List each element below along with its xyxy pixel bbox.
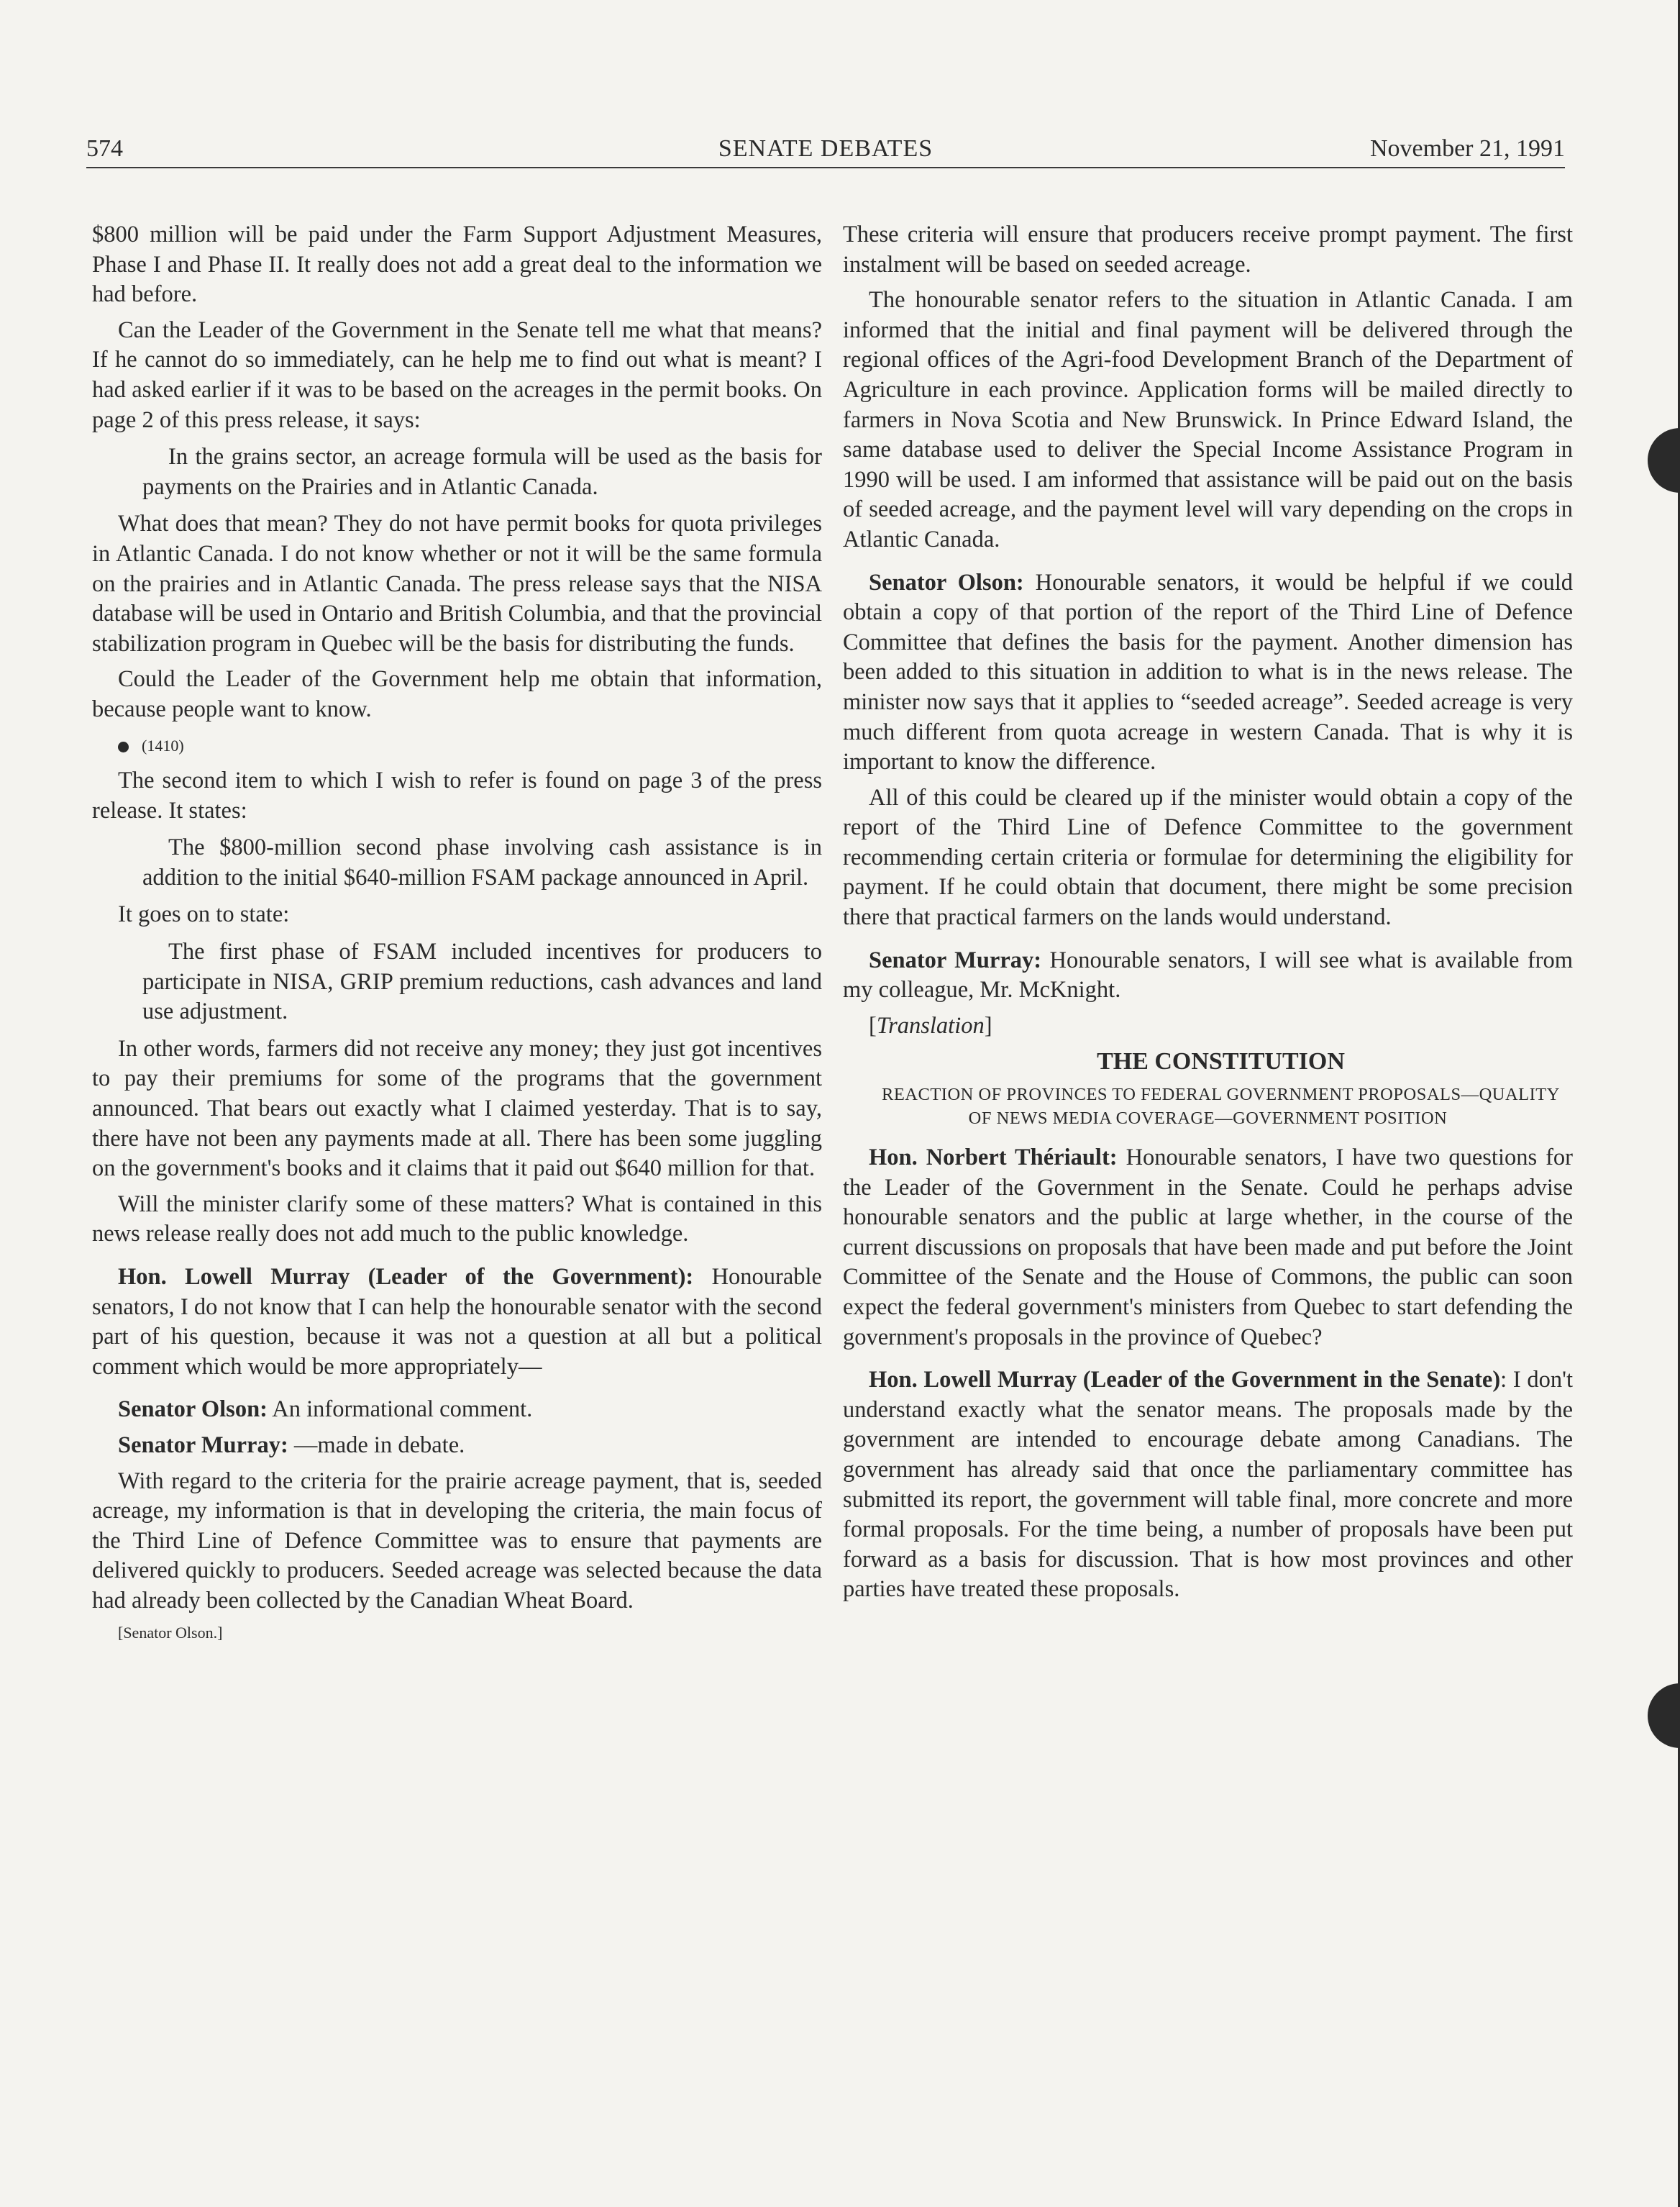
speaker-name: Senator Olson: <box>869 569 1024 596</box>
paragraph: Can the Leader of the Government in the Senate tell me what that means? If he cannot do so immediately, can he help me to find out what is meant? I had asked earlier if it was to be based on the acreages in the permit books. On page 2 of this press release, it says: <box>92 317 822 433</box>
paragraph: With regard to the criteria for the prairie acreage payment, that is, seeded acreage, my information is that in developing the criteria, the main focus of the Third Line of Defence Committee was to ensure that payments are delivered quickly to producers. Seeded acreage was selected because the data had already been collected by the Canadian Wheat Board. <box>92 1467 822 1614</box>
speaker-role: (Leader of the Government in the Senate) <box>1082 1367 1501 1393</box>
speaker-name: Hon. Lowell Murray (Leader of the Government): <box>118 1264 694 1290</box>
speech-text: —made in debate. <box>288 1432 465 1458</box>
translation-label: Translation <box>876 1012 985 1039</box>
left-column <box>92 220 822 1649</box>
speech <box>843 1143 1573 1352</box>
paragraph: It goes on to state: <box>118 901 290 928</box>
speaker-name: Senator Murray: <box>118 1432 288 1458</box>
binder-hole-top <box>1648 428 1680 493</box>
speaker-name: Senator Olson: <box>118 1396 268 1423</box>
speaker-name: Hon. Norbert Thériault: <box>869 1145 1118 1171</box>
time-marker-label: (1410) <box>142 736 184 755</box>
speech <box>843 1365 1573 1605</box>
speech-text: Honourable senators, I will see what is available from my colleague, Mr. McKnight. <box>843 947 1573 1004</box>
paragraph: The honourable senator refers to the situation in Atlantic Canada. I am informed that the initial and final payment will be delivered through the regional offices of the Agri-food Development Branch of the Department of Agriculture in each province. Application forms will be mailed directly to farmers in Nova Scotia and New Brunswick. In Prince Edward Island, the same database used to deliver the Special Income Assistance Program in 1990 will be used. I am informed that assistance will be paid out on the basis of seeded acreage, and the payment level will vary depending on the crops in Atlantic Canada. <box>843 287 1573 552</box>
paragraph: The second item to which I wish to refer is found on page 3 of the press release. It states: <box>92 768 822 824</box>
paragraph: Will the minister clarify some of these matters? What is contained in this news release really does not add much to the public knowledge. <box>92 1191 822 1247</box>
bullet-icon <box>118 742 129 752</box>
speech-text: An informational comment. <box>267 1396 533 1423</box>
page-number: 574 <box>86 135 123 162</box>
binder-hole-bottom <box>1648 1683 1680 1748</box>
block-quote: The first phase of FSAM included incentives for producers to participate in NISA, GRIP premium reductions, cash advances and land use adjustment. <box>142 939 822 1025</box>
speech <box>92 1395 822 1425</box>
time-marker <box>92 731 822 761</box>
paragraph: In other words, farmers did not receive any money; they just got incentives to pay their premiums for some of the programs that the government announced. That bears out exactly what I claimed yesterday. That is to say, there have not been any payments made at all. There has been some juggling on the government's books and it claims that it paid out $640 million for that. <box>92 1035 822 1182</box>
page-header <box>86 129 1565 168</box>
speech <box>92 1262 822 1382</box>
speech <box>843 568 1573 778</box>
paragraph: What does that mean? They do not have permit books for quota privileges in Atlantic Canada. I do not know whether or not it will be the same formula on the prairies and in Atlantic Canada. The press release says that the NISA database will be used in Ontario and British Columbia, and that the provincial stabilization program in Quebec will be the basis for distributing the funds. <box>92 511 822 657</box>
publication-title: SENATE DEBATES <box>718 135 933 162</box>
speech-text: Honourable senators, I do not know that I can help the honourable senator with the second part of his question, because it was not a question at all but a political comment which would be more appropriately— <box>92 1264 822 1380</box>
publication-date: November 21, 1991 <box>1369 135 1565 162</box>
section-subheading: REACTION OF PROVINCES TO FEDERAL GOVERNMENT PROPOSALS—QUALITY OF NEWS MEDIA COVERAGE—GOVERNMENT POSITION <box>882 1085 1560 1129</box>
paragraph: $800 million will be paid under the Farm Support Adjustment Measures, Phase I and Phase II. It really does not add a great deal to the information we had before. <box>92 222 822 308</box>
speech-text: Honourable senators, I have two questions for the Leader of the Government in the Senate. Could he perhaps advise honourable senators and the public at large whether, in the course of the current discussions on proposals that have been made and put before the Joint Committee of the Senate and the House of Commons, the public can soon expect the federal government's ministers from Quebec to start defending the government's proposals in the province of Quebec? <box>843 1145 1573 1350</box>
paragraph: These criteria will ensure that producers receive prompt payment. The first instalment will be based on seeded acreage. <box>843 222 1573 278</box>
speaker-name: Hon. Lowell Murray <box>869 1367 1077 1393</box>
translation-note: [Translation] <box>869 1012 992 1039</box>
footnote: [Senator Olson.] <box>118 1623 223 1642</box>
speech <box>843 946 1573 1006</box>
speech-text: Honourable senators, it would be helpful if we could obtain a copy of that portion of the report of the Third Line of Defence Committee that defines the basis for the payment. Another dimension has been added to this situation in addition to what is in the news release. The minister now says that it applies to “seeded acreage”. Seeded acreage is very much different from quota acreage in western Canada. That is why it is important to know the difference. <box>843 569 1574 775</box>
block-quote: In the grains sector, an acreage formula will be used as the basis for payments on the Prairies and in Atlantic Canada. <box>142 444 822 500</box>
section-heading: THE CONSTITUTION <box>1097 1048 1345 1075</box>
paragraph: Could the Leader of the Government help me obtain that information, because people want to know. <box>92 666 822 722</box>
speaker-name: Senator Murray: <box>869 947 1042 973</box>
right-column <box>843 220 1573 1611</box>
paragraph: All of this could be cleared up if the minister would obtain a copy of the report of the Third Line of Defence Committee to the government recommending certain criteria or formulae for determining the eligibility for payment. If he could obtain that document, there might be some precision there that practical farmers on the lands would understand. <box>843 784 1573 931</box>
speech <box>92 1431 822 1461</box>
block-quote: The $800-million second phase involving cash assistance is in addition to the initial $640-million FSAM package announced in April. <box>142 834 822 891</box>
speech-text: : I don't understand exactly what the senator means. The proposals made by the government are intended to encourage debate among Canadians. The government has already said that once the parliamentary committee has submitted its report, the government will table final, more concrete and more formal proposals. For the time being, a number of proposals have been put forward as a basis for discussion. That is how most provinces and other parties have treated these proposals. <box>843 1367 1573 1603</box>
